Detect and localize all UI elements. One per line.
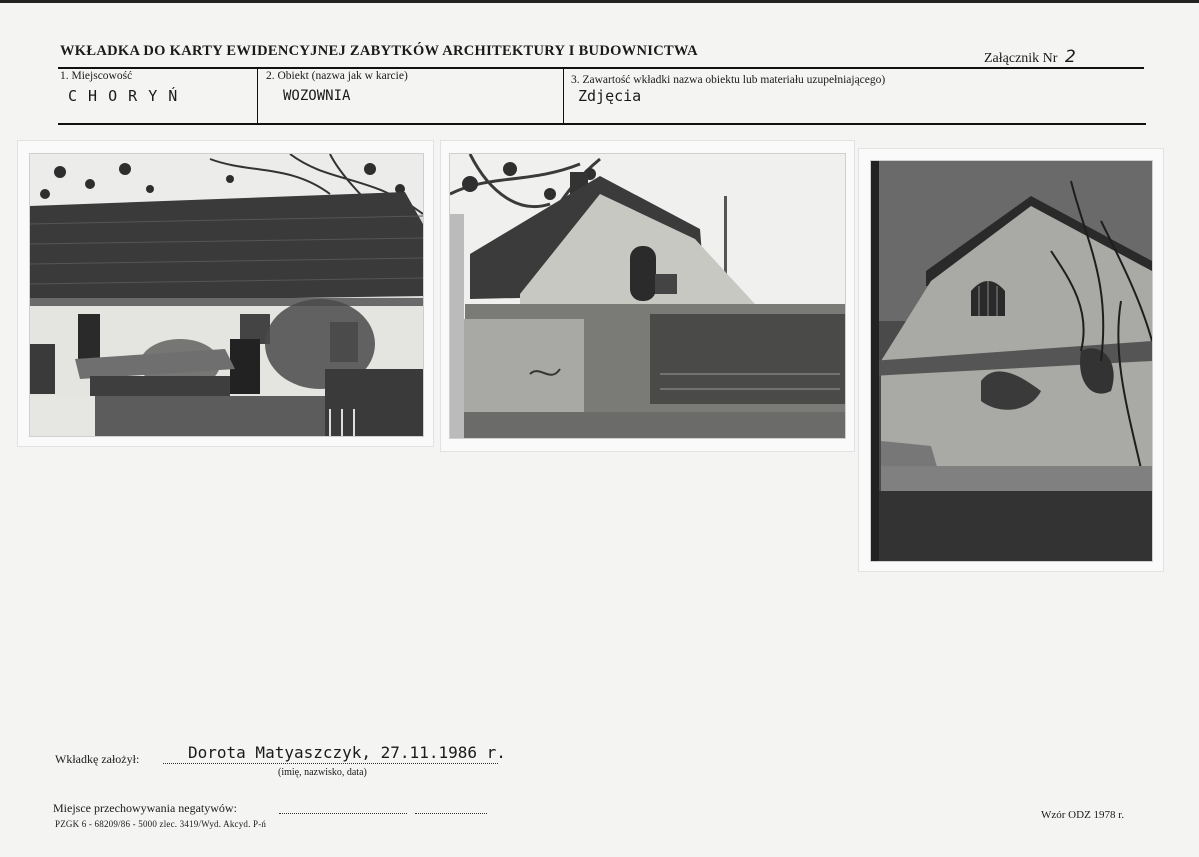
created-by-label: Wkładkę założył: xyxy=(55,752,140,766)
field-label-locality: 1. Miejscowość xyxy=(60,70,133,82)
negatives-label: Miejsce przechowywania negatywów: xyxy=(53,801,237,815)
photo-house-image xyxy=(30,154,423,436)
form-title: WKŁADKA DO KARTY EWIDENCYJNEJ ZABYTKÓW ARCHITEKTURY I BUDOWNICTWA xyxy=(60,43,698,59)
created-by-value: Dorota Matyaszczyk, 27.11.1986 r. xyxy=(188,743,506,762)
created-by-line xyxy=(163,763,498,764)
attachment-number xyxy=(984,47,1076,67)
attachment-number-value: 2 xyxy=(1064,47,1076,67)
photo-gable-wall xyxy=(870,160,1153,562)
negatives-line-1 xyxy=(279,813,407,814)
field-value-locality: C H O R Y Ń xyxy=(68,87,179,105)
photo-house xyxy=(29,153,424,437)
photo-coach-house-image xyxy=(450,154,845,438)
form-version: Wzór ODZ 1978 r. xyxy=(1041,809,1125,821)
field-label-object: 2. Obiekt (nazwa jak w karcie) xyxy=(266,70,408,82)
header-rule-bottom xyxy=(58,123,1146,125)
top-edge xyxy=(0,0,1199,3)
field-value-object: WOZOWNIA xyxy=(283,88,351,104)
field-value-contents: Zdjęcia xyxy=(578,87,642,105)
field-label-contents: 3. Zawartość wkładki nazwa obiektu lub materiału uzupełniającego) xyxy=(571,74,886,86)
print-info: PZGK 6 - 68209/86 - 5000 zlec. 3419/Wyd. Akcyd. P-ń xyxy=(55,819,267,829)
header-rule-top xyxy=(58,67,1144,69)
photo-coach-house xyxy=(449,153,846,439)
field-divider-1 xyxy=(257,69,258,124)
photo-gable-wall-image xyxy=(871,161,1152,561)
negatives-line-2 xyxy=(415,813,487,814)
created-by-hint: (imię, nazwisko, data) xyxy=(278,767,367,778)
field-divider-2 xyxy=(563,69,564,124)
attachment-label: Załącznik Nr xyxy=(984,51,1058,66)
